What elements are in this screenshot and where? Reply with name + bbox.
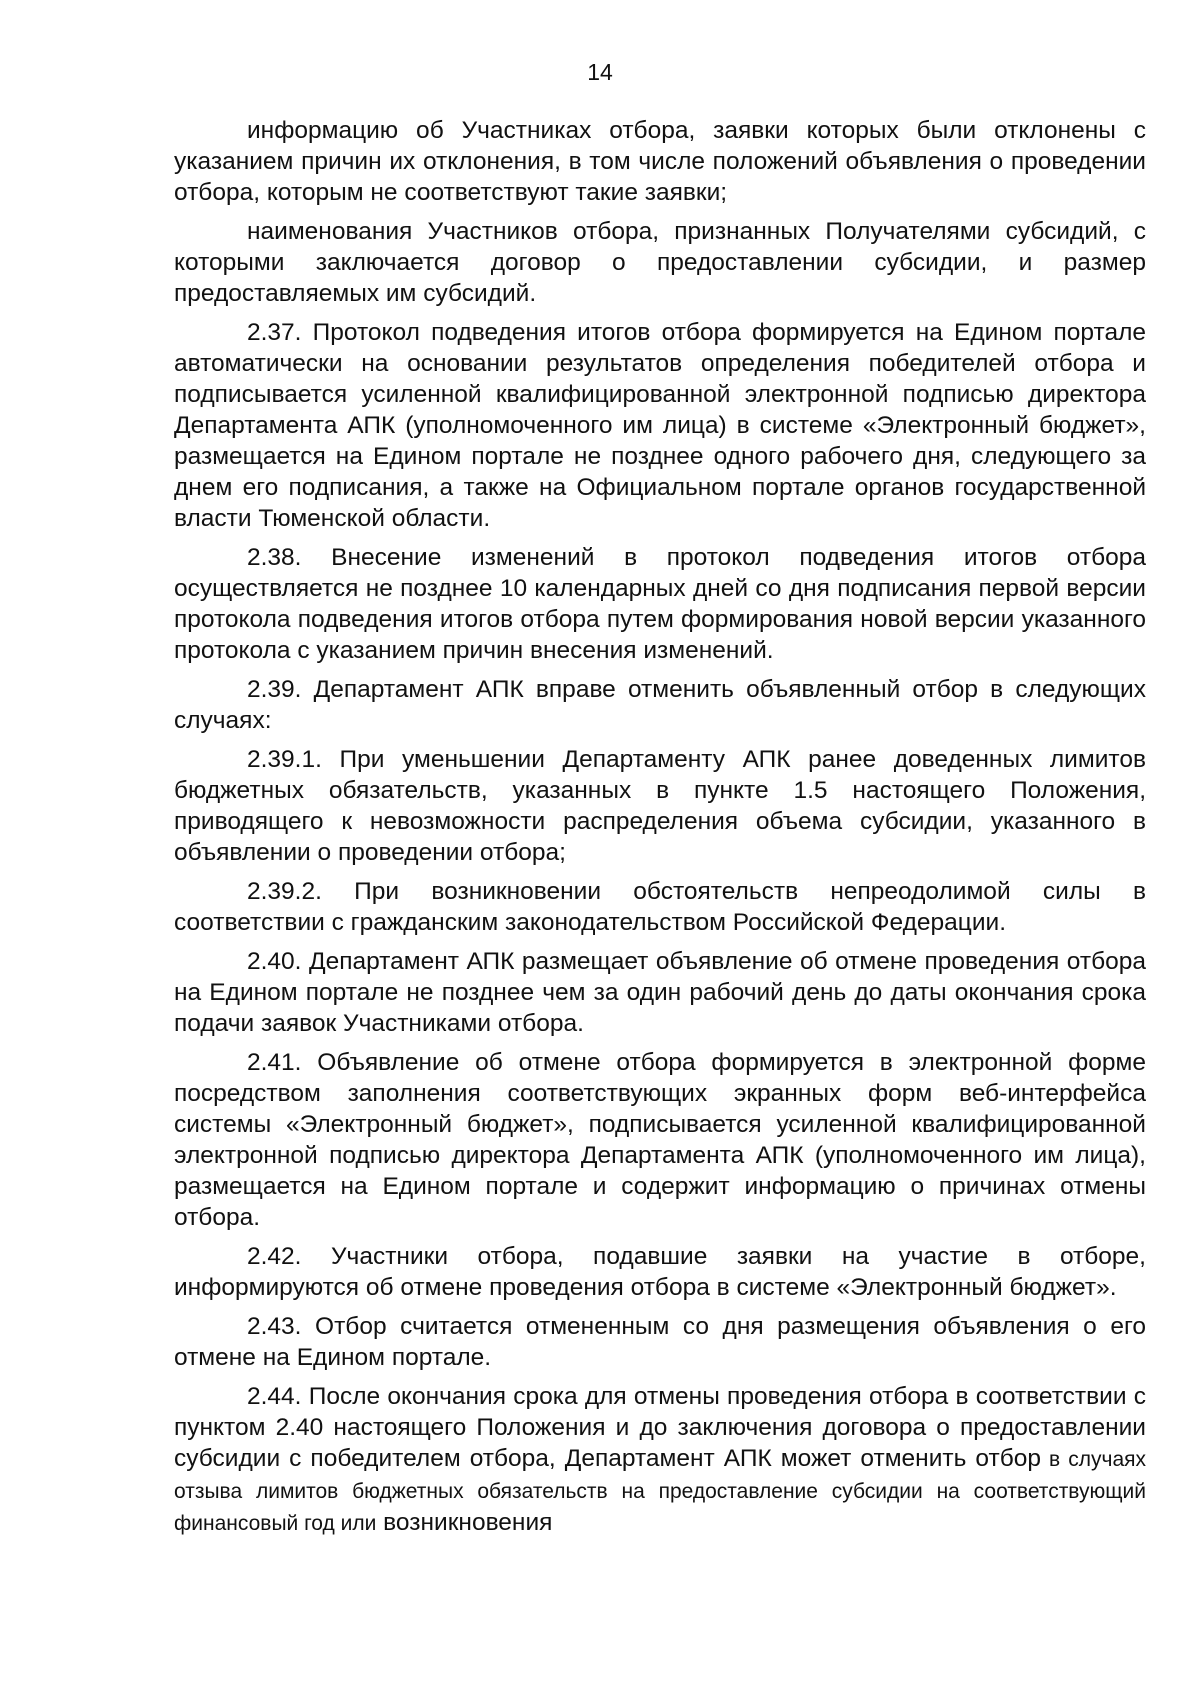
- paragraph-2-44-part1: 2.44. После окончания срока для отмены проведения отбора в соответствии с пунктом 2.40 настоящего Положения и до заключения договора о предоставлении субсидии с победителем отбора, Департамент АПК может отменить отбор: [174, 1383, 1146, 1472]
- paragraph-2-38: 2.38. Внесение изменений в протокол подведения итогов отбора осуществляется не позднее 10 календарных дней со дня подписания первой версии протокола подведения итогов отбора путем формирования новой версии указанного протокола с указанием причин внесения изменений.: [174, 544, 1146, 664]
- page-number: 14: [587, 59, 613, 85]
- paragraph-2-37: 2.37. Протокол подведения итогов отбора формируется на Едином портале автоматически на основании результатов определения победителей отбора и подписывается усиленной квалифицированной электронной подписью директора Департамента АПК (уполномоченного им лица) в системе «Электронный бюджет», размещается на Едином портале не позднее одного рабочего дня, следующего за днем его подписания, а также на Официальном портале органов государственной власти Тюменской области.: [174, 319, 1146, 532]
- paragraph-2-39: 2.39. Департамент АПК вправе отменить объявленный отбор в следующих случаях:: [174, 676, 1146, 734]
- paragraph-2-44-part2: в случаях отзыва лимитов бюджетных обязательств на предоставление субсидии на соответствующий финансовый год или: [174, 1448, 1146, 1535]
- paragraph-2-44: [174, 1381, 1146, 1539]
- paragraph-2-41: 2.41. Объявление об отмене отбора формируется в электронной форме посредством заполнения соответствующих экранных форм веб-интерфейса системы «Электронный бюджет», подписывается усиленной квалифицированной электронной подписью директора Департамента АПК (уполномоченного им лица), размещается на Едином портале и содержит информацию о причинах отмены отбора.: [174, 1049, 1146, 1231]
- paragraph-2-39-2: 2.39.2. При возникновении обстоятельств непреодолимой силы в соответствии с гражданским законодательством Российской Федерации.: [174, 878, 1146, 936]
- paragraph-2-39-1: 2.39.1. При уменьшении Департаменту АПК ранее доведенных лимитов бюджетных обязательств, указанных в пункте 1.5 настоящего Положения, приводящего к невозможности распределения объема субсидии, указанного в объявлении о проведении отбора;: [174, 746, 1146, 866]
- paragraph-names-recipients: наименования Участников отбора, признанных Получателями субсидий, с которыми заключается договор о предоставлении субсидии, и размер предоставляемых им субсидий.: [174, 218, 1146, 307]
- paragraph-2-42: 2.42. Участники отбора, подавшие заявки на участие в отборе, информируются об отмене проведения отбора в системе «Электронный бюджет».: [174, 1243, 1146, 1301]
- paragraph-2-40: 2.40. Департамент АПК размещает объявление об отмене проведения отбора на Едином портале не позднее чем за один рабочий день до даты окончания срока подачи заявок Участниками отбора.: [174, 948, 1146, 1037]
- paragraph-2-44-part3: возникновения: [376, 1509, 553, 1536]
- paragraph-info-rejected: информацию об Участниках отбора, заявки которых были отклонены с указанием причин их отклонения, в том числе положений объявления о проведении отбора, которым не соответствуют такие заявки;: [174, 117, 1146, 206]
- document-body: [174, 115, 1146, 1547]
- paragraph-2-43: 2.43. Отбор считается отмененным со дня размещения объявления о его отмене на Едином портале.: [174, 1313, 1146, 1371]
